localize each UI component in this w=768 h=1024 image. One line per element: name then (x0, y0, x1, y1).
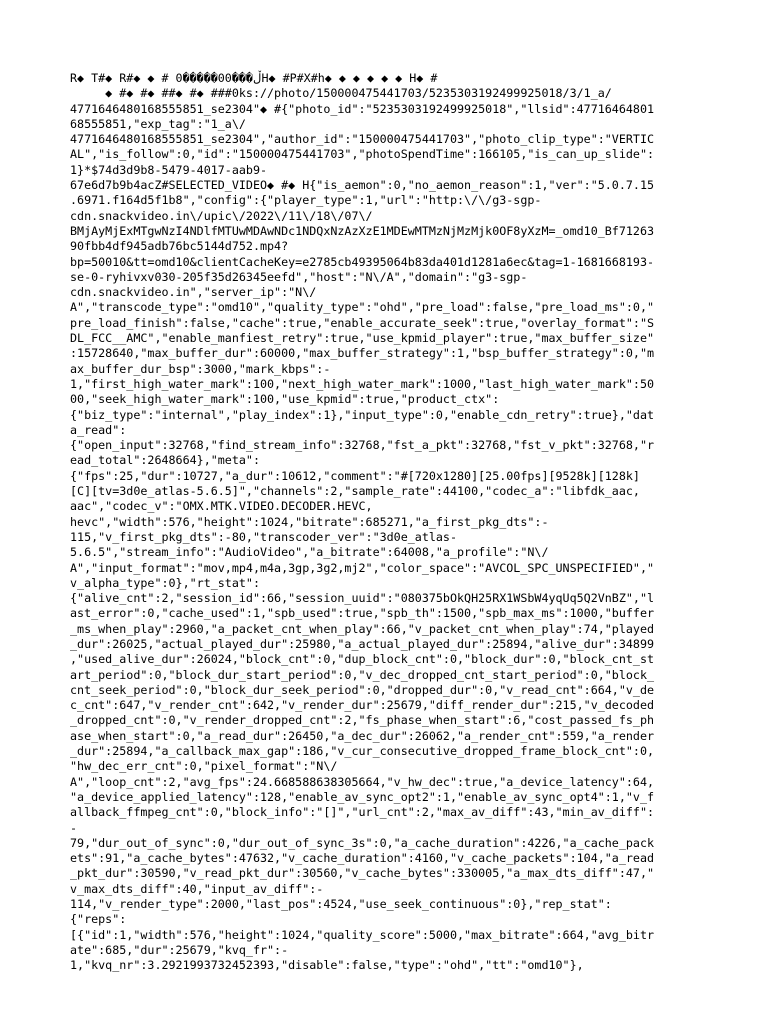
text-line: 00,"seek_high_water_mark":100,"use_kpmid":true,"product_ctx": (70, 392, 500, 407)
text-line: ,"used_alive_dur":26024,"block_cnt":0,"dup_block_cnt":0,"block_dur":0,"block_cnt_st (70, 652, 655, 667)
text-line: _dropped_cnt":0,"v_render_dropped_cnt":2,"fs_phase_when_start":6,"cost_passed_fs_ph (70, 713, 655, 728)
text-line: "hw_dec_err_cnt":0,"pixel_format":"N\/ (70, 759, 338, 774)
text-line: {"open_input":32768,"find_stream_info":32768,"fst_a_pkt":32768,"fst_v_pkt":32768,"r (70, 438, 655, 453)
text-line: 4771646480168555851_se2304","author_id":"150000475441703","photo_clip_type":"VERTIC (70, 132, 655, 147)
text-line: 5.6.5","stream_info":"AudioVideo","a_bitrate":64008,"a_profile":"N\/ (70, 545, 549, 560)
text-line: a_read": (70, 422, 127, 437)
text-line: :15728640,"max_buffer_dur":60000,"max_buffer_strategy":1,"bsp_buffer_strategy":0,"m (70, 346, 655, 361)
document-body-text (70, 71, 710, 974)
text-line: 114,"v_render_type":2000,"last_pos":4524,"use_seek_continuous":0},"rep_stat": (70, 897, 612, 912)
text-line: {"reps": (70, 912, 127, 927)
text-line: pre_load_finish":false,"cache":true,"enable_accurate_seek":true,"overlay_format":"S (70, 315, 655, 330)
text-line: [C][tv=3d0e_atlas-5.6.5]","channels":2,"sample_rate":44100,"codec_a":"libfdk_aac, (70, 484, 640, 499)
text-line: bp=50010&tt=omd10&clientCacheKey=e2785cb49395064b83da401d1281a6ec&tag=1-1681668193- (70, 254, 655, 269)
text-line: 4771646480168555851_se2304"◆ #{"photo_id":"5235303192499925018","llsid":47716464801 (70, 101, 655, 116)
text-line: 90fbb4df945adb76bc5144d752.mp4? (70, 239, 289, 254)
text-line: {"alive_cnt":2,"session_id":66,"session_uuid":"080375bOkQH25RX1WSbW4yqUq5Q2VnBZ","l (70, 591, 655, 606)
text-line: ets":91,"a_cache_bytes":47632,"v_cache_duration":4160,"v_cache_packets":104,"a_read (70, 851, 655, 866)
text-line: v_max_dts_diff":40,"input_av_diff":- (70, 881, 324, 896)
text-line: aac","codec_v":"OMX.MTK.VIDEO.DECODER.HEVC, (70, 499, 373, 514)
text-line: _dur":25894,"a_callback_max_gap":186,"v_cur_consecutive_dropped_frame_block_cnt":0, (70, 744, 655, 759)
text-line: se-0-ryhivxv030-205f35d26345eefd","host":"N\/A","domain":"g3-sgp- (70, 269, 528, 284)
text-line: ase_when_start":0,"a_read_dur":26450,"a_dec_dur":26062,"a_render_cnt":559,"a_render (70, 728, 655, 743)
text-line: 79,"dur_out_of_sync":0,"dur_out_of_sync_3s":0,"a_cache_duration":4226,"a_cache_pack (70, 835, 655, 850)
text-line: v_alpha_type":0},"rt_stat": (70, 575, 260, 590)
text-line: A","loop_cnt":2,"avg_fps":24.668588638305664,"v_hw_dec":true,"a_device_latency":64, (70, 774, 655, 789)
text-line: 67e6d7b9b4acZ#SELECTED_VIDEO◆ #◆ H{"is_aemon":0,"no_aemon_reason":1,"ver":"5.0.7.15 (70, 178, 655, 193)
text-line: {"fps":25,"dur":10727,"a_dur":10612,"comment":"#[720x1280][25.00fps][9528k][128k] (70, 468, 640, 483)
text-line: 1,"first_high_water_mark":100,"next_high_water_mark":1000,"last_high_water_mark":50 (70, 376, 655, 391)
text-line: ead_total":2648664},"meta": (70, 453, 260, 468)
text-line: - (70, 820, 78, 835)
text-line: {"biz_type":"internal","play_index":1},"input_type":0,"enable_cdn_retry":true},"dat (70, 407, 655, 422)
text-line: ax_buffer_dur_bsp":3000,"mark_kbps":- (70, 361, 331, 376)
text-line: DL_FCC__AMC","enable_manfiest_retry":true,"use_kpmid_player":true,"max_buffer_size" (70, 331, 655, 346)
text-line: allback_ffmpeg_cnt":0,"block_info":"[]","url_cnt":2,"max_av_diff":43,"min_av_diff": (70, 805, 655, 820)
text-line: art_period":0,"block_dur_start_period":0,"v_dec_dropped_cnt_start_period":0,"block_ (70, 667, 655, 682)
text-line: 1}*$74d3d9b8-5479-4017-aab9- (70, 162, 268, 177)
text-line: .6971.f164d5f1b8","config":{"player_type":1,"url":"http:\/\/g3-sgp- (70, 193, 542, 208)
text-line: ast_error":0,"cache_used":1,"spb_used":true,"spb_th":1500,"spb_max_ms":1000,"buffer (70, 606, 655, 621)
text-line: ate":685,"dur":25679,"kvq_fr":- (70, 942, 289, 957)
text-line: 68555851,"exp_tag":"1_a\/ (70, 116, 246, 131)
text-line: A","transcode_type":"omd10","quality_type":"ohd","pre_load":false,"pre_load_ms":0," (70, 300, 655, 315)
text-line: _pkt_dur":30590,"v_read_pkt_dur":30560,"v_cache_bytes":330005,"a_max_dts_diff":47," (70, 866, 655, 881)
text-line: cdn.snackvideo.in\/upic\/2022\/11\/18\/07\/ (70, 208, 373, 223)
text-line: R◆ T#◆ R#◆ ◆ # 0�����00���ڵH◆ #P#X#h◆ ◆ ◆ ◆ ◆ ◆ H◆ # (70, 71, 438, 85)
text-line: "a_device_applied_latency":128,"enable_av_sync_opt2":1,"enable_av_sync_opt4":1,"v_f (70, 789, 655, 804)
text-line: c_cnt":647,"v_render_cnt":642,"v_render_dur":25679,"diff_render_dur":215,"v_decoded (70, 698, 655, 713)
text-line: _dur":26025,"actual_played_dur":25980,"a_actual_played_dur":25894,"alive_dur":34899 (70, 636, 655, 651)
text-line: _ms_when_play":2960,"a_packet_cnt_when_play":66,"v_packet_cnt_when_play":74,"played (70, 621, 655, 636)
text-line: 1,"kvq_nr":3.2921993732452393,"disable":false,"type":"ohd","tt":"omd10"}, (70, 958, 584, 973)
text-line: AL","is_follow":0,"id":"150000475441703","photoSpendTime":166105,"is_can_up_slide": (70, 147, 655, 162)
text-line: ◆ #◆ #◆ ##◆ #◆ ###0ks://photo/150000475441703/5235303192499925018/3/1_a/ (70, 86, 612, 101)
text-line: hevc","width":576,"height":1024,"bitrate":685271,"a_first_pkg_dts":- (70, 514, 549, 529)
text-line: 115,"v_first_pkg_dts":-80,"transcoder_ver":"3d0e_atlas- (70, 529, 458, 544)
text-line: BMjAyMjExMTgwNzI4NDlfMTUwMDAwNDc1NDQxNzAzXzE1MDEwMTMzNjMzMjk0OF8yXzM=_omd10_Bf71263 (70, 223, 655, 238)
text-line: A","input_format":"mov,mp4,m4a,3gp,3g2,mj2","color_space":"AVCOL_SPC_UNSPECIFIED"," (70, 560, 655, 575)
text-line: [{"id":1,"width":576,"height":1024,"quality_score":5000,"max_bitrate":664,"avg_bitr (70, 927, 655, 942)
text-line: cnt_seek_period":0,"block_dur_seek_period":0,"dropped_dur":0,"v_read_cnt":664,"v_de (70, 682, 655, 697)
text-line: cdn.snackvideo.in","server_ip":"N\/ (70, 285, 317, 300)
